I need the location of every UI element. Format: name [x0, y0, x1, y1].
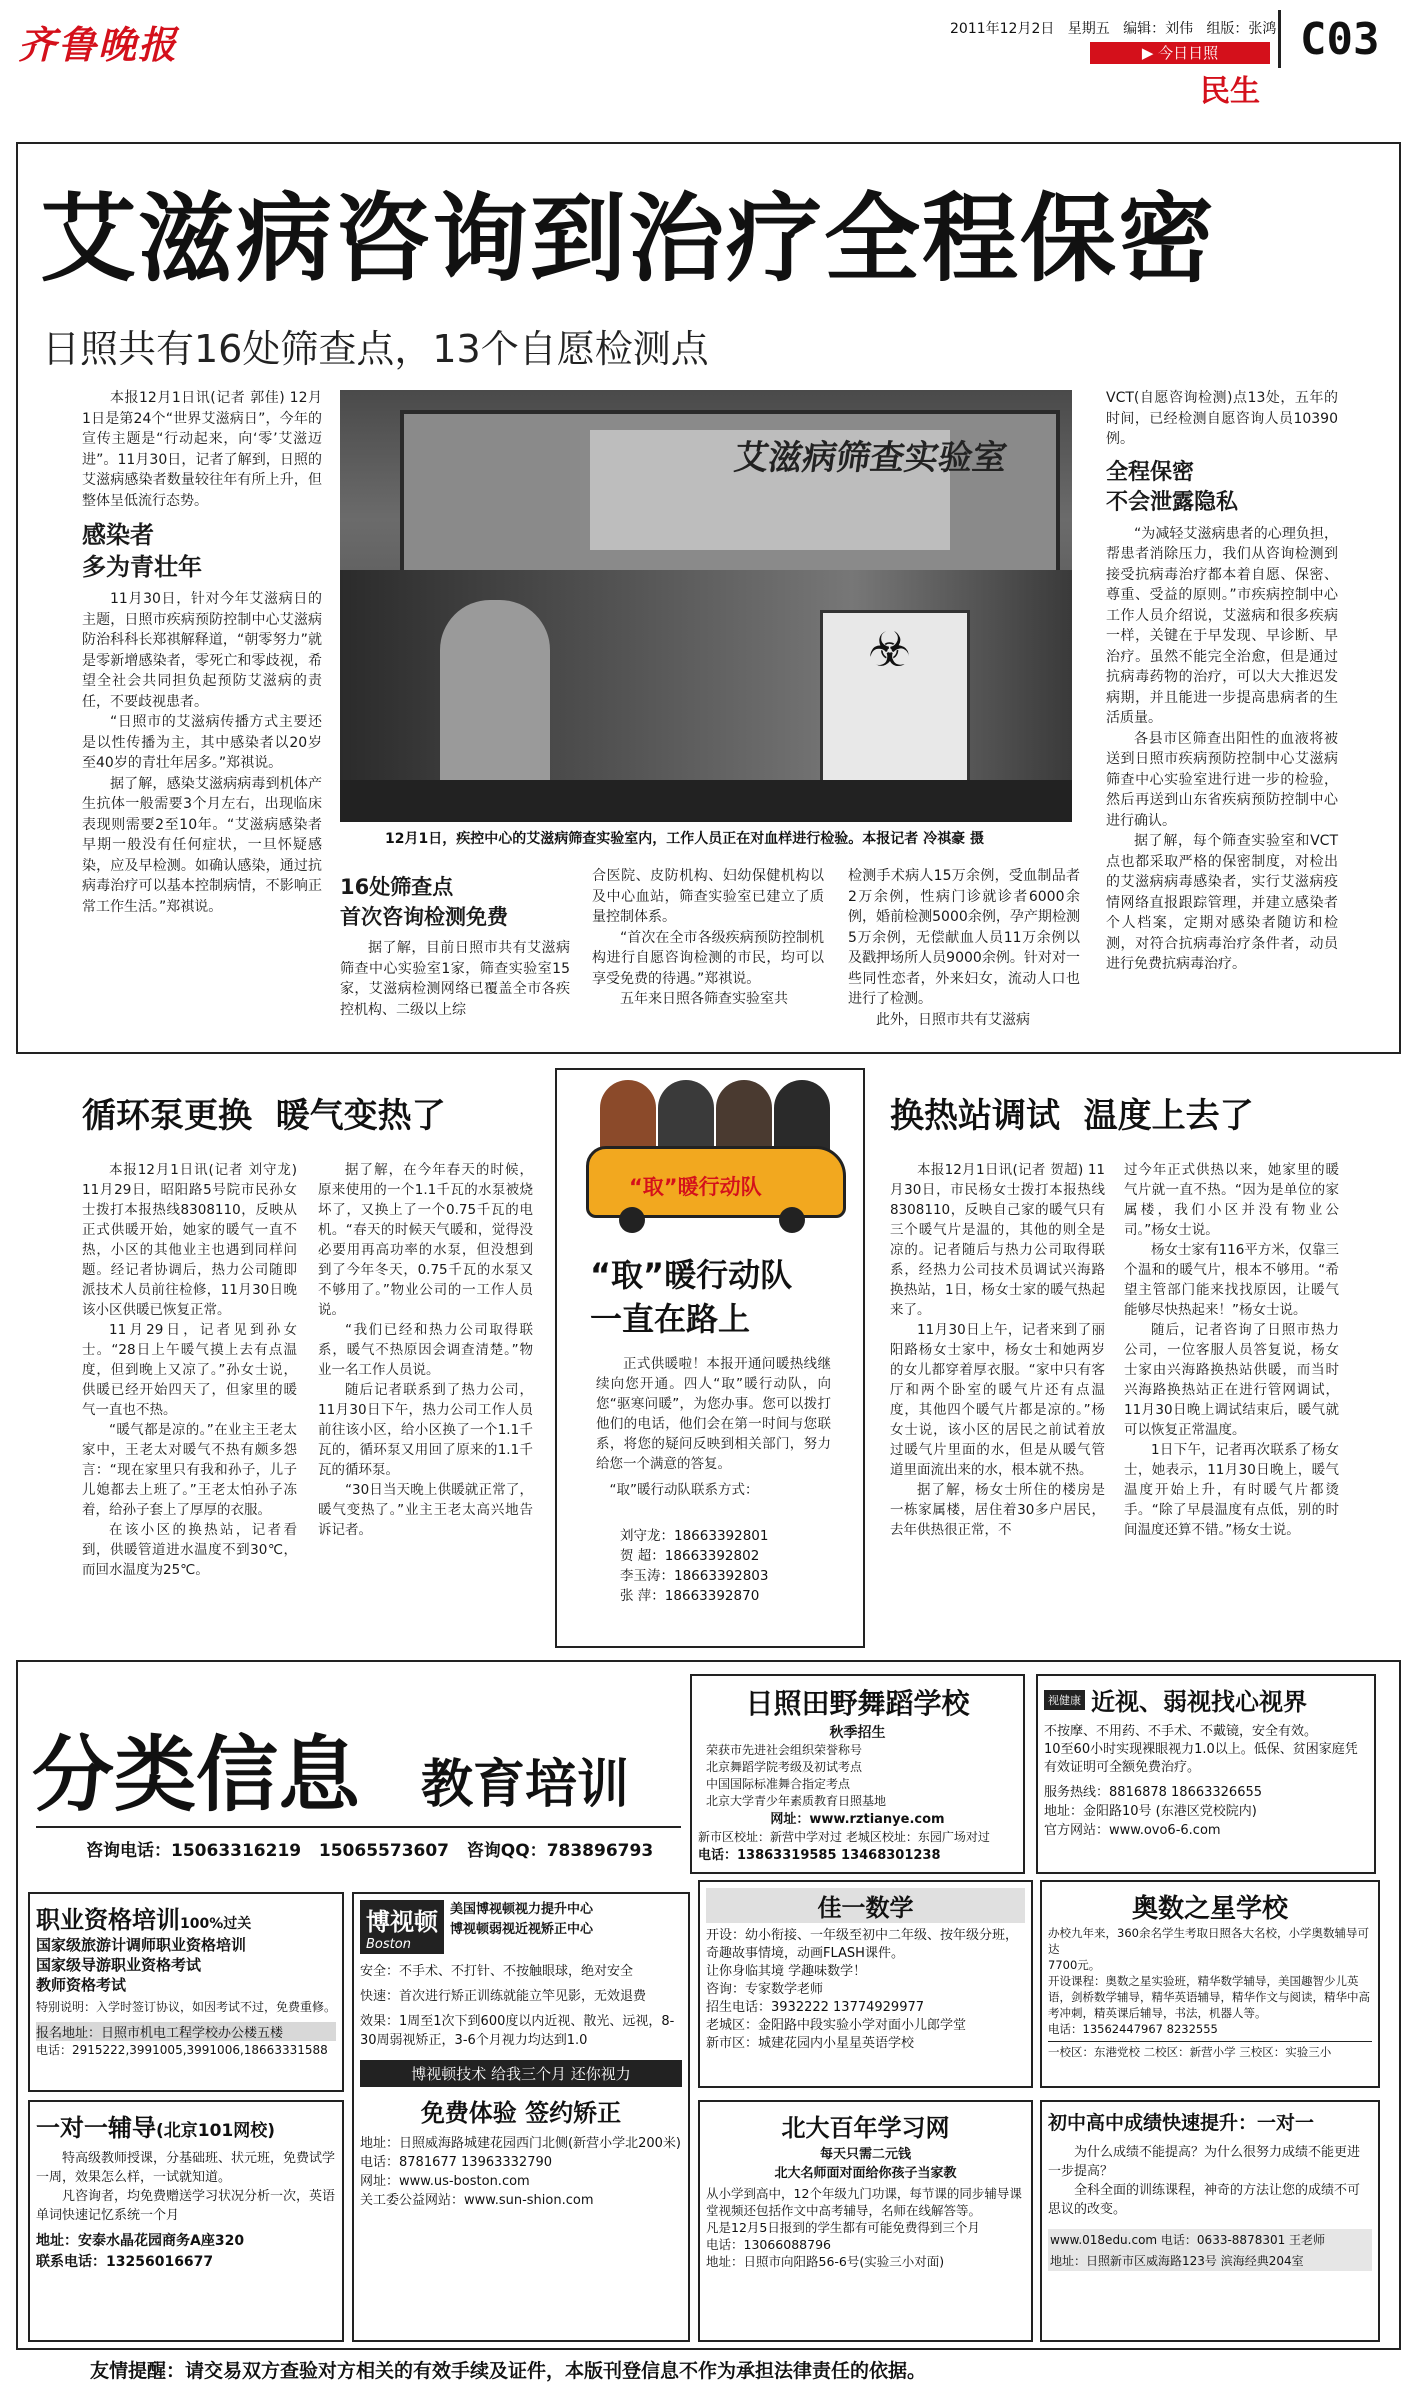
classified-footer: 友情提醒：请交易双方查验对方相关的有效手续及证件，本版刊登信息不作为承担法律责任的依据。: [90, 2360, 927, 2382]
section-label: 民生: [1200, 74, 1260, 109]
edition-label: 今日日照: [1158, 44, 1219, 62]
lead-column-3: [592, 866, 824, 1010]
lab-photo: [340, 390, 1072, 822]
ad-title: 佳一数学: [706, 1888, 1025, 1923]
classified-phones: 咨询电话：15063316219 15065573607 咨询QQ：783896793: [86, 1841, 654, 1861]
ad-one-on-one: 一对一辅导(北京101网校) 特高级教师授课，分基础班、状元班，免费试学一周，效果怎么样，一试就知道。 凡咨询者，均免费赠送学习状况分析一次，英语单词快速记忆系统一个月 地址：安泰水晶花园商务A座320 联系电话：13256016677: [28, 2100, 344, 2342]
story-para: 本报12月1日讯(记者 贺超) 11月30日，市民杨女士拨打本报热线8308110，反映自己家的暖气只有三个暖气片是温的，其他的则全是凉的。记者随后与热力公司取得联系，经热力公司技术员调试兴海路换热站，1日，杨女士家的暖气热起来了。: [890, 1162, 1105, 1318]
lead-column-5: [1106, 388, 1338, 975]
subhead-1b: 多为青壮年: [82, 553, 202, 581]
editor-credit: 编辑：刘伟: [1123, 21, 1194, 37]
lead-para: VCT(自愿咨询检测)点13处，五年的时间，已经检测自愿咨询人员10390例。: [1106, 390, 1338, 447]
ad-grade-boost: 初中高中成绩快速提升：一对一 为什么成绩不能提高？为什么很努力成绩不能更进一步提高？ 全科全面的训练课程，神奇的方法让您的成绩不可思议的改变。 www.018edu.com 电话：0633-8878301 王老师 地址：日照新市区威海路123号 滨海经典204室: [1040, 2100, 1380, 2342]
subhead-2b: 首次咨询检测免费: [340, 905, 508, 929]
ad-jiayi-math: 佳一数学 开设：幼小衔接、一年级至初中二年级、按年级分班，奇趣故事情境，动画FLASH课件。 让你身临其境 学趣味数学！ 咨询：专家数学老师 招生电话：3932222 13774929977 老城区：金阳路中段实验小学对面小儿郎学堂 新市区：城建花园内小星星英语学校: [698, 1880, 1033, 2088]
subhead-3a: 全程保密: [1106, 459, 1195, 485]
lead-para: 此外，日照市共有艾滋病: [876, 1011, 1030, 1028]
bus-label: “取”暖行动队: [629, 1175, 762, 1199]
bus-icon: [586, 1146, 846, 1218]
ad-title: 职业资格培训: [36, 1906, 180, 1934]
section-arrow-icon: ▶: [1141, 44, 1159, 62]
subhead-1a: 感染者: [82, 521, 154, 549]
ad-title: 近视、弱视找心视界: [1091, 1688, 1307, 1716]
story-para: 11月29日，记者见到孙女士。“28日上午暖气摸上去有点温度，但到晚上又凉了。”孙女士说，供暖已经开始四天了，但家里的暖气一直也不热。: [82, 1322, 297, 1418]
ad-dance-school: 日照田野舞蹈学校 秋季招生 荣获市先进社会组织荣誉称号 北京舞蹈学院考级及初试考点 中国国际标准舞合指定考点 北京大学青少年素质教育日照基地 网址：www.rztianye.com 新市区校址：新营中学对过 老城区校址：东园广场对过 电话：13863319585 13468301238: [690, 1674, 1025, 1874]
story-right-column-2: [1124, 1160, 1339, 1540]
ad-vision: 视健康 近视、弱视找心视界 不按摩、不用药、不手术、不戴镜，安全有效。 10至60小时实现裸眼视力1.0以上。低保、贫困家庭凭有效证明可全额免费治疗。 服务热线：8816878 18663326655 地址：金阳路10号 (东港区党校院内) 官方网站：www.ovo6-6.com: [1036, 1674, 1376, 1874]
designer-credit: 组版：张鸿: [1206, 21, 1277, 37]
lead-column-1: [82, 388, 322, 917]
lead-para: 合医院、皮防机构、妇幼保健机构以及中心血站，筛查实验室已建立了质量控制体系。: [592, 868, 824, 925]
story-para: 1日下午，记者再次联系了杨女士，她表示，11月30日晚上，暖气温度开始上升，有时暖气片都烫手。“除了早晨温度有点低，别的时间温度还算不错。”杨女士说。: [1124, 1442, 1339, 1538]
story-left-column-1: [82, 1160, 297, 1580]
story-para: 11月30日上午，记者来到了丽阳路杨女士家中，杨女士和她两岁的女儿都穿着厚衣服。“家中只有客厅和两个卧室的暖气片还有点温度，其他四个暖气片都是凉的。”杨女士说，该小区的居民之前试着放过暖气片里面的水，但是从暖气管道里面流出来的水，根本就不热。: [890, 1322, 1105, 1478]
ad-title: 日照田野舞蹈学校: [745, 1687, 970, 1720]
ad-sub: 秋季招生: [829, 1725, 886, 1741]
subhead-3b: 不会泄露隐私: [1106, 489, 1239, 515]
lead-headline: 艾滋病咨询到治疗全程保密: [40, 183, 1216, 295]
lead-para: 据了解，目前日照市共有艾滋病筛查中心实验室1家，筛查实验室15家，艾滋病检测网络已覆盖全市各疾控机构、二级以上综: [340, 940, 570, 1018]
contact-row: 李玉涛：18663392803: [620, 1568, 769, 1584]
ad-job-qualification: 职业资格培训100%过关 国家级旅游计调师职业资格培训 国家级导游职业资格考试 教师资格考试 特别说明：入学时签订协议，如因考试不过，免费重修。 报名地址：日照市机电工程学校办公楼五楼 电话：2915222,3991005,3991006,18663331588: [28, 1892, 344, 2092]
masthead-logo-icon: 齐鲁晚报: [18, 22, 179, 67]
story-para: 在该小区的换热站，记者看到，供暖管道进水温度不到30℃，而回水温度为25℃。: [82, 1522, 297, 1578]
issue-weekday: 星期五: [1067, 21, 1110, 37]
contact-list: [620, 1526, 768, 1606]
ad-title: 奥数之星学校: [1131, 1894, 1288, 1924]
story-right-headline: 换热站调试 温度上去了: [890, 1096, 1254, 1136]
center-headline-1: “取”暖行动队: [590, 1256, 793, 1294]
page-number: C03: [1300, 14, 1380, 65]
lead-subhead: 日照共有16处筛查点，13个自愿检测点: [42, 327, 709, 371]
lead-para: 11月30日，针对今年艾滋病日的主题，日照市疾病预防控制中心艾滋病防治科科长郑祺解释道，“朝零努力”就是零新增感染者，零死亡和零歧视，希望全社会共同担负起预防艾滋病的责任，不要歧视患者。: [82, 591, 322, 710]
masthead: [0, 0, 1417, 109]
edition-banner: [1090, 42, 1270, 64]
story-left-headline: 循环泵更换 暖气变热了: [82, 1096, 446, 1136]
story-para: “我们已经和热力公司取得联系，暖气不热原因会调查清楚。”物业一名工作人员说。: [318, 1322, 533, 1378]
subhead-2a: 16处筛查点: [340, 875, 454, 899]
lead-para: “为减轻艾滋病患者的心理负担，帮患者消除压力，我们从咨询检测到接受抗病毒治疗都本着自愿、保密、尊重、受益的原则。”市疾病控制中心工作人员介绍说，艾滋病和很多疾病一样，关键在于早发现、早诊断、早治疗。虽然不能完全治愈，但是通过抗病毒药物的治疗，可以大大推迟发病期，并且能进一步提高患病者的生活质量。: [1106, 525, 1338, 726]
story-left-column-2: [318, 1160, 533, 1540]
center-headline-2: 一直在路上: [590, 1300, 751, 1338]
story-para: 据了解，杨女士所住的楼房是一栋家属楼，居住着30多户居民，去年供热很正常，不: [890, 1482, 1105, 1538]
contact-row: 刘守龙：18663392801: [620, 1528, 769, 1544]
lead-para: “日照市的艾滋病传播方式主要还是以性传播为主，其中感染者以20岁至40岁的青壮年居多。”郑祺说。: [82, 714, 322, 771]
story-para: 杨女士家有116平方米，仅靠三个温和的暖气片，根本不够用。“希望主管部门能来找找原因，让暖气能够尽快热起来！”杨女士说。: [1124, 1242, 1339, 1318]
classified-title-big: 分类信息: [32, 1728, 361, 1823]
story-right-column-1: [890, 1160, 1105, 1540]
lead-para: 据了解，每个筛查实验室和VCT点也都采取严格的保密制度，对检出的艾滋病病毒感染者，实行艾滋病疫情网络直报跟踪管理，并建立感染者个人档案，定期对感染者随访和检测，对符合抗病毒治疗条件者，动员进行免费抗病毒治疗。: [1106, 833, 1338, 972]
story-para: 随后，记者咨询了日照市热力公司，一位客服人员答复说，杨女士家由兴海路换热站供暖，而当时兴海路换热站正在进行管网调试，11月30日晚上调试结束后，暖气就可以恢复正常温度。: [1124, 1322, 1339, 1438]
issue-date: 2011年12月2日: [950, 21, 1055, 37]
lead-para: 五年来日照各筛查实验室共: [620, 991, 788, 1007]
center-para: 正式供暖啦！本报开通问暖热线继续向您开通。四人“取”暖行动队，向您“驱寒问暖”，为您办事。您可以拨打他们的电话，他们会在第一时间与您联系，将您的疑问反映到相关部门，努力给您一个满意的答复。: [596, 1356, 831, 1472]
story-para: 据了解，在今年春天的时候，原来使用的一个1.1千瓦的水泵被烧坏了，又换上了一个0.75千瓦的电机。“春天的时候天气暖和，觉得没必要用再高功率的水泵，但没想到到了今年冬天，0.75千瓦的水泵又不够用了。”物业公司的一工作人员说。: [318, 1162, 533, 1318]
ad-title: 初中高中成绩快速提升：一对一: [1048, 2112, 1315, 2134]
center-body: [596, 1354, 831, 1500]
lead-para: 检测手术病人15万余例，受血制品者2万余例，性病门诊就诊者6000余例，婚前检测5000余例，孕产期检测5万余例，无偿献血人员11万余例以及戳押场所人员9000余例。针对对一些同性恋者，外来妇女，流动人口也进行了检测。: [848, 868, 1080, 1007]
lead-para: “首次在全市各级疾病预防控制机构进行自愿咨询检测的市民，均可以享受免费的待遇。”郑祺说。: [592, 929, 824, 987]
contact-row: 张 萍：18663392870: [620, 1588, 760, 1604]
vision-logo: 视健康: [1044, 1690, 1085, 1710]
story-para: 过今年正式供热以来，她家里的暖气片就一直不热。“因为是单位的家属楼，我们小区并没有物业公司。”杨女士说。: [1124, 1162, 1339, 1238]
contact-row: 贺 超：18663392802: [620, 1548, 760, 1564]
story-para: “30日当天晚上供暖就正常了，暖气变热了。”业主王老太高兴地告诉记者。: [318, 1482, 533, 1538]
story-para: 随后记者联系到了热力公司，11月30日下午，热力公司工作人员前往该小区，给小区换了一个1.1千瓦的，循环泵又用回了原来的1.1千瓦的循环泵。: [318, 1382, 533, 1478]
lead-para: 据了解，感染艾滋病病毒到机体产生抗体一般需要3个月左右，出现临床表现则需要2至10年。“艾滋病感染者早期一般没有任何症状，一旦怀疑感染，应及早检测。如确认感染，通过抗病毒治疗可以基本控制病情，不影响正常工作生活。”郑祺说。: [82, 775, 322, 915]
photo-caption: 12月1日，疾控中心的艾滋病筛查实验室内，工作人员正在对血样进行检验。本报记者 冷祺豪 摄: [385, 831, 984, 847]
lead-para: 各县市区筛查出阳性的血液将被送到日照市疾病预防控制中心艾滋病筛查中心实验室进行进一步的检验，然后再送到山东省疾病预防控制中心进行确认。: [1106, 730, 1338, 829]
contact-title: “取”暖行动队联系方式：: [609, 1482, 759, 1498]
lead-column-4: [848, 866, 1080, 1030]
ad-title: 一对一辅导: [36, 2114, 156, 2142]
ad-aoshu-star: 奥数之星学校 办校九年来，360余名学生考取日照各大名校，小学奥数辅导可达 7700元。 开设课程：奥数之星实验班，精华数学辅导，美国趣智少儿英语，剑桥数学辅导，精华英语辅导，精华作文与阅读，精华中高考冲刺，精英课后辅导，书法，机器人等。 电话：13562447967 8232555 一校区：东港党校 二校区：新营小学 三校区：实验三小: [1040, 1880, 1380, 2088]
story-para: 本报12月1日讯(记者 刘守龙) 11月29日，昭阳路5号院市民孙女士拨打本报热线8308110，反映从正式供暖开始，她家的暖气一直不热，小区的其他业主也遇到同样问题。经记者协调后，热力公司随即派技术人员前往检修，11月30日晚该小区供暖已恢复正常。: [82, 1162, 297, 1318]
classified-header: [26, 1670, 686, 1882]
lab-sign-text: 艾滋病筛查实验室: [731, 438, 1010, 478]
ad-peking-learning: 北大百年学习网 每天只需二元钱 北大名师面对面给你孩子当家教 从小学到高中，12个年级九门功课，每节课的同步辅导课堂视频还包括作文中高考辅导，名师在线解答等。 凡是12月5日报到的学生都有可能免费得到三个月 电话：13066088796 地址：日照市向阳路56-6号(实验三小对面): [698, 2100, 1033, 2342]
ad-boston-vision: 博视顿 Boston 美国博视顿视力提升中心 博视顿弱视近视矫正中心 安全：不手术、不打针、不按触眼球，绝对安全 快速：首次进行矫正训练就能立竿见影，无效退费 效果：1周至1次下到600度以内近视、散光、远视，8-30周弱视矫正，3-6个月视力均达到1.0 博视顿技术 给我三个月 还你视力 免费体验 签约矫正 地址：日照威海路城建花园西门北侧(新营小学北200米) 电话：8781677 13963332790 网址：www.us-boston.com 关工委公益网站：www.sun-shion.com: [352, 1892, 690, 2342]
lead-intro: 本报12月1日讯(记者 郭佳) 12月1日是第24个“世界艾滋病日”，今年的宣传主题是“行动起来，向‘零’艾滋迈进”。11月30日，记者了解到，日照的艾滋病感染者数量较往年有所上升，但整体呈低流行态势。: [82, 390, 322, 509]
classified-title-small: 教育培训: [421, 1755, 630, 1815]
story-para: “暖气都是凉的。”在业主王老太家中，王老太对暖气不热有颇多怨言：“现在家里只有我和孙子，儿子儿媳都去上班了。”王老太怕孙子冻着，给孙子套上了厚厚的衣服。: [82, 1422, 297, 1518]
ad-title: 博视顿: [366, 1908, 438, 1936]
biohazard-icon: ☣: [868, 622, 912, 678]
ad-title: 北大百年学习网: [781, 2114, 950, 2142]
lead-column-2: [340, 872, 570, 1020]
